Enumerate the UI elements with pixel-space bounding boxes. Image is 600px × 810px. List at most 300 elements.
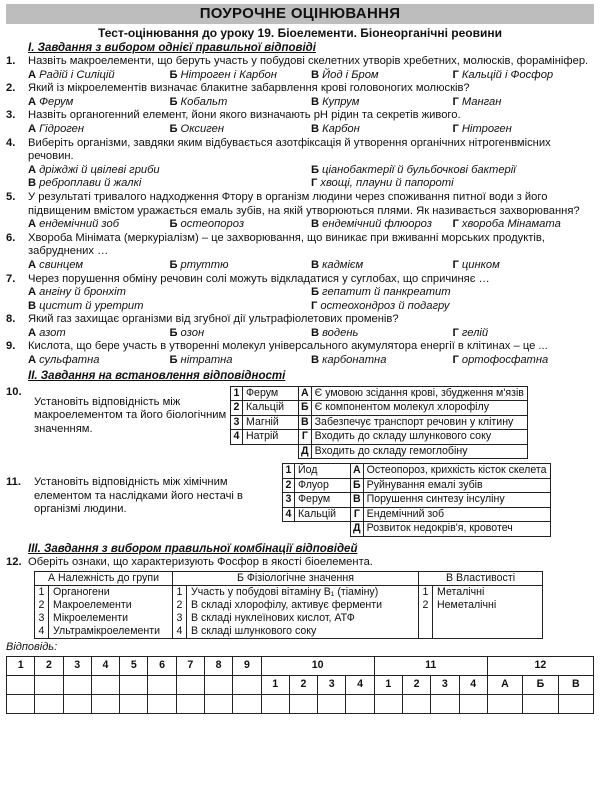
option-letter: А bbox=[28, 286, 37, 299]
answer-option[interactable] bbox=[453, 354, 595, 368]
question-options bbox=[6, 286, 594, 313]
answer-sub-label: 2 bbox=[402, 675, 430, 694]
answer-cell[interactable] bbox=[289, 694, 317, 713]
question-number: 9. bbox=[6, 340, 16, 353]
section-2-heading: II. Завдання на встановлення відповідності bbox=[28, 369, 286, 382]
property-key: 1 bbox=[419, 586, 433, 600]
group-item: Ультрамікроелементи bbox=[49, 625, 173, 639]
option-text: хвороба Мінамата bbox=[461, 218, 561, 231]
question-options bbox=[6, 69, 594, 83]
matching-row bbox=[283, 478, 551, 493]
option-text: Нітроген і Карбон bbox=[180, 68, 277, 81]
column-header: Б Фізіологічне значення bbox=[173, 572, 419, 586]
question-10 bbox=[6, 386, 594, 460]
left-item: Натрій bbox=[243, 430, 299, 445]
option-text: остеопороз bbox=[180, 218, 245, 231]
option-letter: А bbox=[28, 258, 37, 271]
answer-cell[interactable] bbox=[558, 694, 593, 713]
answer-input-row bbox=[7, 694, 594, 713]
left-key: 4 bbox=[283, 507, 295, 522]
question-text: Хвороба Мінімата (меркуріалізм) – це захворювання, що виникає при вживанні морських продуктів, забруднених … bbox=[28, 231, 545, 258]
page-title: Тест-оцінювання до уроку 19. Біоелементи. Біонеорганічні реовини bbox=[98, 26, 502, 40]
combination-row bbox=[35, 599, 543, 612]
answer-cell[interactable] bbox=[176, 675, 204, 694]
option-letter: Г bbox=[311, 177, 318, 190]
answer-option[interactable] bbox=[311, 354, 453, 368]
answer-option[interactable] bbox=[453, 259, 595, 273]
empty-cell bbox=[295, 522, 351, 537]
right-item: Остеопороз, крихкість кісток скелета bbox=[363, 464, 550, 479]
option-text: кадмієм bbox=[322, 258, 364, 271]
option-letter: В bbox=[311, 326, 320, 339]
right-key: Г bbox=[299, 430, 312, 445]
question-text: Кислота, що бере участь в утворенні молекул універсального акумулятора енергії в клітинах – це ... bbox=[28, 340, 548, 353]
matching-row bbox=[231, 401, 528, 416]
option-letter: А bbox=[28, 95, 37, 108]
answer-option[interactable] bbox=[170, 218, 312, 232]
question-text: Установіть відповідність між хімічним елементом та наслідками його нестачі в організмі людини. bbox=[34, 476, 243, 516]
answer-option[interactable] bbox=[311, 259, 453, 273]
option-text: хвощі, плауни й папороті bbox=[320, 177, 454, 190]
question-text: Оберіть ознаки, що характеризують Фосфор в якості біоелемента. bbox=[28, 555, 373, 568]
question-4 bbox=[6, 137, 594, 164]
right-item: Ендемічний зоб bbox=[363, 507, 550, 522]
question-number: 1. bbox=[6, 55, 16, 67]
section-3-heading: III. Завдання з вибором правильної комбінації відповідей bbox=[28, 542, 358, 555]
option-text: ціанобактерії й бульбочкові бактерії bbox=[322, 163, 516, 176]
property-item: Неметалічні bbox=[433, 599, 543, 612]
function-key: 1 bbox=[173, 586, 187, 600]
left-key: 4 bbox=[231, 430, 243, 445]
function-item: В складі шлункового соку bbox=[187, 625, 419, 639]
answer-cell[interactable] bbox=[233, 675, 261, 694]
right-key: Б bbox=[351, 478, 364, 493]
answer-cell[interactable] bbox=[35, 675, 63, 694]
left-item: Кальцій bbox=[243, 401, 299, 416]
option-letter: В bbox=[311, 258, 320, 271]
right-item: Руйнування емалі зубів bbox=[363, 478, 550, 493]
empty-cell bbox=[243, 444, 299, 459]
option-letter: Г bbox=[311, 299, 318, 312]
answer-option[interactable] bbox=[453, 218, 595, 232]
option-text: гепатит й панкреатит bbox=[322, 286, 451, 299]
answer-option[interactable] bbox=[28, 300, 311, 314]
answer-option[interactable] bbox=[311, 96, 453, 110]
option-letter: Г bbox=[452, 95, 459, 108]
matching-row bbox=[283, 507, 551, 522]
option-text: Кальцій і Фосфор bbox=[461, 68, 554, 81]
option-letter: Б bbox=[169, 258, 178, 271]
option-letter: В bbox=[311, 218, 320, 231]
answer-number: 10 bbox=[261, 656, 374, 675]
answer-option[interactable] bbox=[453, 327, 595, 341]
function-item: В складі хлорофілу, активує ферменти bbox=[187, 599, 419, 612]
answer-option[interactable] bbox=[311, 327, 453, 341]
left-item: Магній bbox=[243, 415, 299, 430]
right-item: Є компонентом молекул хлорофілу bbox=[311, 401, 527, 416]
answer-option[interactable] bbox=[170, 354, 312, 368]
answer-option[interactable] bbox=[170, 327, 312, 341]
question-6 bbox=[6, 232, 594, 259]
right-item: Є умовою зсідання крові, збудження м'язів bbox=[311, 386, 527, 401]
group-item: Мікроелементи bbox=[49, 612, 173, 625]
left-item: Ферум bbox=[295, 493, 351, 508]
option-text: Кобальт bbox=[180, 95, 228, 108]
answer-header-row bbox=[7, 656, 594, 675]
option-letter: А bbox=[28, 68, 37, 81]
answer-cell[interactable] bbox=[176, 694, 204, 713]
option-letter: Г bbox=[452, 218, 459, 231]
answer-cell[interactable] bbox=[148, 694, 176, 713]
combination-row bbox=[35, 612, 543, 625]
empty-cell bbox=[419, 625, 433, 639]
option-text: Радій і Силіцій bbox=[39, 68, 115, 81]
answer-sub-label: 3 bbox=[431, 675, 459, 694]
option-text: нітратна bbox=[180, 354, 233, 367]
option-letter: Г bbox=[452, 258, 459, 271]
right-key: Г bbox=[351, 507, 364, 522]
option-text: сульфатна bbox=[39, 354, 100, 367]
answer-cell[interactable] bbox=[7, 675, 35, 694]
option-letter: В bbox=[311, 95, 320, 108]
answer-option[interactable] bbox=[453, 96, 595, 110]
option-text: реброплави й жалкі bbox=[39, 177, 142, 190]
question-9 bbox=[6, 340, 594, 354]
right-key: А bbox=[351, 464, 364, 479]
option-letter: В bbox=[28, 177, 37, 190]
question-5 bbox=[6, 191, 594, 218]
answer-option[interactable] bbox=[311, 123, 453, 137]
option-text: Йод і Бром bbox=[322, 68, 379, 81]
answer-option[interactable] bbox=[28, 354, 170, 368]
answer-sub-label: Б bbox=[523, 675, 558, 694]
answer-number: 4 bbox=[91, 656, 119, 675]
question-text: Назвіть органогенний елемент, йони якого визначають pH рідин та секретів живого. bbox=[28, 109, 461, 122]
option-letter: А bbox=[28, 122, 37, 135]
answer-cell[interactable] bbox=[204, 694, 232, 713]
answer-option[interactable] bbox=[28, 96, 170, 110]
question-number: 10. bbox=[6, 385, 22, 398]
empty-cell bbox=[231, 444, 243, 459]
combination-table-12 bbox=[34, 571, 543, 639]
answer-sub-label: 4 bbox=[346, 675, 374, 694]
answer-option[interactable] bbox=[28, 259, 170, 273]
left-key: 3 bbox=[283, 493, 295, 508]
question-number: 11. bbox=[6, 476, 21, 489]
option-letter: Г bbox=[452, 354, 459, 367]
question-options bbox=[6, 96, 594, 110]
answer-sub-label: 1 bbox=[374, 675, 402, 694]
combination-row bbox=[35, 625, 543, 639]
answer-option[interactable] bbox=[28, 286, 311, 300]
matching-table-10 bbox=[230, 386, 528, 460]
answer-cell[interactable] bbox=[63, 675, 91, 694]
option-letter: В bbox=[311, 68, 320, 81]
option-letter: В bbox=[311, 122, 320, 135]
right-item: Розвиток недокрів'я, кровотеч bbox=[363, 522, 550, 537]
questions-list bbox=[6, 55, 594, 368]
answer-cell[interactable] bbox=[261, 694, 289, 713]
answer-subheader-row bbox=[7, 675, 594, 694]
answer-option[interactable] bbox=[453, 123, 595, 137]
left-key: 1 bbox=[283, 464, 295, 479]
question-number: 5. bbox=[6, 190, 16, 203]
question-2 bbox=[6, 82, 594, 96]
question-3 bbox=[6, 109, 594, 123]
option-letter: А bbox=[28, 326, 37, 339]
option-text: цистит й уретрит bbox=[39, 299, 144, 312]
question-text: У результаті тривалого надходження Фтору в організм людини через споживання питної води з його підвищеним вмістом уражається емаль зубів, на якій утворюються плями. Як називається захворювання? bbox=[28, 190, 580, 217]
answer-cell[interactable] bbox=[120, 675, 148, 694]
header-row bbox=[35, 572, 543, 586]
answer-sub-label: В bbox=[558, 675, 593, 694]
option-text: ортофосфатна bbox=[461, 354, 549, 367]
right-key: В bbox=[299, 415, 312, 430]
option-text: гелій bbox=[461, 326, 489, 339]
answer-cell[interactable] bbox=[233, 694, 261, 713]
option-letter: А bbox=[28, 163, 37, 176]
question-7 bbox=[6, 273, 594, 287]
option-letter: Б bbox=[311, 286, 320, 299]
matching-row bbox=[283, 464, 551, 479]
answer-cell[interactable] bbox=[7, 694, 35, 713]
answer-option[interactable] bbox=[28, 327, 170, 341]
right-item: Входить до складу гемоглобіну bbox=[311, 444, 527, 459]
answer-cell[interactable] bbox=[402, 694, 430, 713]
answer-number: 3 bbox=[63, 656, 91, 675]
answer-sub-label: 3 bbox=[318, 675, 346, 694]
right-key: А bbox=[299, 386, 312, 401]
answer-number: 8 bbox=[204, 656, 232, 675]
answer-cell[interactable] bbox=[148, 675, 176, 694]
option-text: карбонатна bbox=[322, 354, 387, 367]
option-text: Купрум bbox=[322, 95, 360, 108]
answer-option[interactable] bbox=[28, 164, 311, 178]
answer-cell[interactable] bbox=[487, 694, 522, 713]
option-letter: Г bbox=[452, 326, 459, 339]
left-item: Кальцій bbox=[295, 507, 351, 522]
option-letter: А bbox=[28, 218, 37, 231]
option-text: водень bbox=[322, 326, 359, 339]
answer-number: 9 bbox=[233, 656, 261, 675]
combination-row bbox=[35, 586, 543, 600]
option-letter: Г bbox=[452, 122, 459, 135]
group-key: 2 bbox=[35, 599, 49, 612]
option-text: Карбон bbox=[322, 122, 360, 135]
option-text: ендемічний зоб bbox=[39, 218, 119, 231]
section-1-heading: I. Завдання з вибором однієї правильної відповіді bbox=[28, 42, 316, 54]
option-text: Ферум bbox=[39, 95, 74, 108]
option-text: свинцем bbox=[39, 258, 84, 271]
option-letter: Б bbox=[169, 326, 178, 339]
option-text: остеохондроз й подагру bbox=[320, 299, 450, 312]
question-8 bbox=[6, 313, 594, 327]
answer-cell[interactable] bbox=[523, 694, 558, 713]
answer-number: 5 bbox=[120, 656, 148, 675]
option-text: ендемічний флюороз bbox=[322, 218, 432, 231]
answer-sub-label: 2 bbox=[289, 675, 317, 694]
question-12 bbox=[6, 556, 594, 570]
answer-sub-label: А bbox=[487, 675, 522, 694]
answer-option[interactable] bbox=[311, 164, 594, 178]
answer-number: 1 bbox=[7, 656, 35, 675]
column-header: А Належність до групи bbox=[35, 572, 173, 586]
answer-option[interactable] bbox=[170, 259, 312, 273]
right-item: Порушення синтезу інсуліну bbox=[363, 493, 550, 508]
question-number: 2. bbox=[6, 82, 16, 95]
empty-cell bbox=[419, 612, 433, 625]
group-key: 4 bbox=[35, 625, 49, 639]
function-key: 4 bbox=[173, 625, 187, 639]
function-key: 3 bbox=[173, 612, 187, 625]
option-letter: Б bbox=[169, 354, 178, 367]
answer-number: 7 bbox=[176, 656, 204, 675]
property-item: Металічні bbox=[433, 586, 543, 600]
left-key: 3 bbox=[231, 415, 243, 430]
left-key: 2 bbox=[283, 478, 295, 493]
answer-option[interactable] bbox=[170, 123, 312, 137]
answer-cell[interactable] bbox=[346, 694, 374, 713]
answer-option[interactable] bbox=[311, 218, 453, 232]
matching-row bbox=[231, 415, 528, 430]
function-item: Участь у побудові вітаміну B₁ (тіаміну) bbox=[187, 586, 419, 600]
question-11 bbox=[6, 463, 594, 537]
matching-row bbox=[231, 386, 528, 401]
answer-option[interactable] bbox=[311, 300, 594, 314]
right-key: Б bbox=[299, 401, 312, 416]
answer-cell[interactable] bbox=[91, 675, 119, 694]
option-text: озон bbox=[180, 326, 205, 339]
left-item: Флуор bbox=[295, 478, 351, 493]
group-item: Органогени bbox=[49, 586, 173, 600]
option-text: цинком bbox=[461, 258, 500, 271]
question-number: 4. bbox=[6, 136, 16, 149]
matching-table-11 bbox=[282, 463, 551, 537]
question-options bbox=[6, 164, 594, 191]
option-letter: Б bbox=[169, 95, 178, 108]
question-text: Назвіть макроелементи, що беруть участь у побудові скелетних утворів хребетних, молюсків, форамініфер. bbox=[28, 55, 589, 67]
option-letter: Г bbox=[452, 68, 459, 81]
left-key: 2 bbox=[231, 401, 243, 416]
option-text: Гідроген bbox=[39, 122, 85, 135]
question-options bbox=[6, 259, 594, 273]
question-number: 3. bbox=[6, 109, 16, 122]
question-number: 6. bbox=[6, 231, 16, 244]
function-item: В складі нуклеїнових кислот, АТФ bbox=[187, 612, 419, 625]
question-text: Виберіть організми, завдяки яким відбувається азотфіксація й утворення органічних нітрогенвмісних речовин. bbox=[28, 136, 551, 163]
right-key: Д bbox=[299, 444, 312, 459]
answer-option[interactable] bbox=[28, 218, 170, 232]
answer-option[interactable] bbox=[311, 286, 594, 300]
matching-row bbox=[231, 444, 528, 459]
answer-option[interactable] bbox=[170, 96, 312, 110]
right-item: Забезпечує транспорт речовин у клітину bbox=[311, 415, 527, 430]
option-text: ангіну й бронхіт bbox=[39, 286, 126, 299]
answer-sub-label: 4 bbox=[459, 675, 487, 694]
answer-cell[interactable] bbox=[63, 694, 91, 713]
answer-cell[interactable] bbox=[204, 675, 232, 694]
right-key: Д bbox=[351, 522, 364, 537]
answer-option[interactable] bbox=[311, 177, 594, 191]
function-key: 2 bbox=[173, 599, 187, 612]
question-number: 8. bbox=[6, 313, 16, 326]
right-key: В bbox=[351, 493, 364, 508]
page-banner: ПОУРОЧНЕ ОЦІНЮВАННЯ bbox=[6, 4, 594, 24]
option-letter: В bbox=[311, 354, 320, 367]
answer-option[interactable] bbox=[311, 69, 453, 83]
option-text: азот bbox=[39, 326, 66, 339]
answer-option[interactable] bbox=[28, 177, 311, 191]
matching-row bbox=[231, 430, 528, 445]
answer-option[interactable] bbox=[28, 123, 170, 137]
option-letter: Б bbox=[169, 218, 178, 231]
option-letter: Б bbox=[311, 163, 320, 176]
answer-cell[interactable] bbox=[91, 694, 119, 713]
answer-grid bbox=[6, 656, 594, 714]
answer-cell[interactable] bbox=[318, 694, 346, 713]
question-number: 7. bbox=[6, 272, 16, 285]
question-options bbox=[6, 123, 594, 137]
option-letter: Б bbox=[169, 68, 178, 81]
answer-number: 6 bbox=[148, 656, 176, 675]
answer-cell[interactable] bbox=[120, 694, 148, 713]
answer-sub-label: 1 bbox=[261, 675, 289, 694]
empty-cell bbox=[283, 522, 295, 537]
group-item: Макроелементи bbox=[49, 599, 173, 612]
matching-row bbox=[283, 522, 551, 537]
option-letter: В bbox=[28, 299, 37, 312]
answer-number: 12 bbox=[487, 656, 593, 675]
question-number: 12. bbox=[6, 555, 22, 568]
question-options bbox=[6, 354, 594, 368]
group-key: 3 bbox=[35, 612, 49, 625]
empty-cell bbox=[433, 625, 543, 639]
question-options bbox=[6, 218, 594, 232]
option-text: дріжджі й цвілеві гриби bbox=[39, 163, 160, 176]
matching-row bbox=[283, 493, 551, 508]
answer-option[interactable] bbox=[28, 69, 170, 83]
answer-label: Відповідь: bbox=[6, 641, 58, 654]
option-text: Манган bbox=[461, 95, 502, 108]
left-key: 1 bbox=[231, 386, 243, 401]
question-text: Через порушення обміну речовин солі можуть відкладатися у суглобах, що спричиняє … bbox=[28, 272, 490, 285]
option-letter: Б bbox=[169, 122, 178, 135]
answer-number: 11 bbox=[374, 656, 487, 675]
option-text: Оксиген bbox=[180, 122, 224, 135]
answer-cell[interactable] bbox=[431, 694, 459, 713]
column-header: В Властивості bbox=[419, 572, 543, 586]
answer-number: 2 bbox=[35, 656, 63, 675]
left-item: Йод bbox=[295, 464, 351, 479]
question-text: Який газ захищає організми від згубної дії ультрафіолетових променів? bbox=[28, 313, 399, 326]
answer-option[interactable] bbox=[170, 69, 312, 83]
answer-cell[interactable] bbox=[35, 694, 63, 713]
option-letter: А bbox=[28, 354, 37, 367]
property-key: 2 bbox=[419, 599, 433, 612]
question-text: Установіть відповідність між макроелементом та його біологічним значенням. bbox=[34, 395, 227, 435]
option-text: Нітроген bbox=[461, 122, 512, 135]
option-text: ртуттю bbox=[180, 258, 229, 271]
question-options bbox=[6, 327, 594, 341]
group-key: 1 bbox=[35, 586, 49, 600]
question-1 bbox=[6, 55, 594, 69]
answer-cell[interactable] bbox=[374, 694, 402, 713]
empty-cell bbox=[433, 612, 543, 625]
answer-cell[interactable] bbox=[459, 694, 487, 713]
question-text: Який із мікроелементів визначає блакитне забарвлення крові головоногих молюсків? bbox=[28, 82, 470, 95]
left-item: Ферум bbox=[243, 386, 299, 401]
answer-option[interactable] bbox=[453, 69, 595, 83]
